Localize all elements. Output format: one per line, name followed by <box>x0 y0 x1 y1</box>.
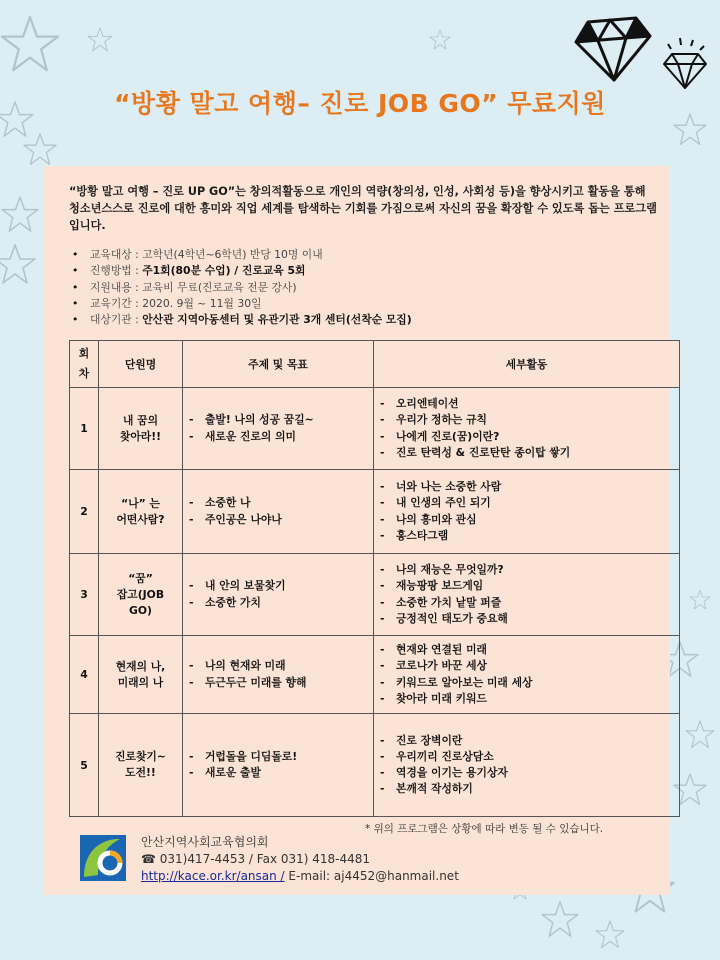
topic-item: - 거럽돌을 디딤돌로! <box>189 749 298 763</box>
detail-item: - 본깨적 작성하기 <box>380 782 473 796</box>
info-item: • 대상기관 : 안산관 지역아동센터 및 유관기관 3개 센터(선착순 모집) <box>72 313 412 327</box>
topic-item: - 소중한 나 <box>189 496 251 510</box>
header-topic: 주제 및 목표 <box>183 341 374 388</box>
detail-item: - 홍스타그램 <box>380 528 449 542</box>
header-session: 회 차 <box>70 341 99 388</box>
info-item: • 교육기간 : 2020. 9월 ~ 11월 30일 <box>72 296 262 310</box>
topic-list <box>183 636 374 714</box>
detail-list <box>374 388 680 470</box>
topic-item: - 나의 현재와 미래 <box>189 659 286 673</box>
star-icon <box>88 28 112 51</box>
page-title: “방황 말고 여행– 진로 JOB GO” 무료지원 <box>114 89 606 118</box>
detail-item: - 우리끼리 진로상담소 <box>380 749 494 763</box>
star-icon <box>686 721 714 748</box>
org-name: 안산지역사회교육협의회 <box>141 835 269 849</box>
star-icon <box>690 590 710 609</box>
table-row <box>70 388 680 470</box>
info-item: • 교육대상 : 고학년(4학년~6학년) 반당 10명 이내 <box>72 248 323 261</box>
star-icon <box>430 30 450 49</box>
star-icon <box>596 921 624 948</box>
topic-item: - 새로운 출발 <box>189 766 261 779</box>
detail-item: - 진로 장벽이란 <box>380 733 463 747</box>
topic-item: - 주인공은 나야나 <box>189 512 282 526</box>
session-number: 2 <box>70 470 99 554</box>
detail-item: - 역경을 이기는 용기상자 <box>380 766 508 779</box>
topic-item: - 내 안의 보물찾기 <box>189 579 286 593</box>
website-link[interactable]: http://kace.or.kr/ansan / <box>141 869 285 883</box>
logo-icon <box>80 835 126 881</box>
table-header-row <box>70 341 680 388</box>
detail-item: - 진로 탄력성 & 진로탄탄 종이탑 쌓기 <box>380 445 571 459</box>
unit-name: 현재의 나, 미래의 나 <box>99 636 183 714</box>
diamond-icon <box>570 14 656 84</box>
detail-item: - 코로나가 바꾼 세상 <box>380 659 487 673</box>
header-unit: 단원명 <box>99 341 183 388</box>
detail-item: - 찾아라 미래 키워드 <box>380 691 487 705</box>
detail-item: - 재능팡팡 보드게임 <box>380 579 484 593</box>
detail-item: - 나의 재능은 무엇일까? <box>380 563 504 577</box>
phone-fax: ☎ 031)417-4453 / Fax 031) 418-4481 <box>141 852 371 866</box>
topic-list <box>183 470 374 554</box>
topic-item: - 출발! 나의 성공 꿈길~ <box>189 413 314 427</box>
table-row <box>70 636 680 714</box>
detail-item: - 오리엔테이션 <box>380 397 459 411</box>
info-item: • 진행방법 : 주1회(80분 수업) / 진로교육 5회 <box>72 264 306 278</box>
detail-item: - 내 인생의 주인 되기 <box>380 496 491 510</box>
table-row <box>70 470 680 554</box>
star-icon <box>24 134 56 164</box>
unit-name: 진로찾기~ 도전!! <box>99 714 183 817</box>
info-item: • 지원내용 : 교육비 무료(진로교육 전문 강사) <box>72 280 297 294</box>
topic-item: - 소중한 가치 <box>189 595 261 609</box>
detail-item: - 키워드로 알아보는 미래 세상 <box>380 675 533 689</box>
info-list <box>72 247 652 328</box>
topic-item: - 새로운 진로의 의미 <box>189 429 296 443</box>
session-number: 1 <box>70 388 99 470</box>
intro-text: “방황 말고 여행 – 진로 UP GO”는 창의적활동으로 개인의 역량(창의성, 인성, 사회성 등)을 향상시키고 활동을 통해 청소년스스로 진로에 대한 흥미와 직업 세계를 탐색하는 기회를 가짐으로써 자신의 꿈을 확장할 수 있도록 돕는 프로그램 입니다. <box>69 185 657 232</box>
detail-item: - 긍정적인 태도가 중요해 <box>380 611 508 625</box>
email-text: E-mail: aj4452@hanmail.net <box>284 869 459 883</box>
curriculum-table <box>69 340 680 817</box>
topic-list <box>183 554 374 636</box>
star-icon <box>0 245 35 283</box>
star-icon <box>2 17 58 70</box>
detail-item: - 우리가 정하는 규칙 <box>380 413 487 427</box>
table-row <box>70 554 680 636</box>
detail-list <box>374 470 680 554</box>
unit-name: “꿈” 잡고(JOB GO) <box>99 554 183 636</box>
star-icon <box>2 197 38 231</box>
table-body <box>70 388 680 817</box>
detail-item: - 너와 나는 소중한 사람 <box>380 480 502 494</box>
session-number: 5 <box>70 714 99 817</box>
table-row <box>70 714 680 817</box>
unit-name: 내 꿈의 찾아라!! <box>99 388 183 470</box>
detail-list <box>374 714 680 817</box>
footnote: * 위의 프로그램은 상황에 따라 변동 될 수 있습니다. <box>365 823 604 835</box>
unit-name: “나” 는 어떤사람? <box>99 470 183 554</box>
detail-item: - 나의 흥미와 관심 <box>380 512 477 526</box>
topic-item: - 두근두근 미래를 향해 <box>189 675 307 689</box>
detail-list <box>374 554 680 636</box>
detail-item: - 나에게 진로(꿈)이란? <box>380 429 500 443</box>
topic-list <box>183 714 374 817</box>
header-detail: 세부활동 <box>374 341 680 388</box>
detail-item: - 현재와 연결된 미래 <box>380 643 487 657</box>
detail-list <box>374 636 680 714</box>
star-icon <box>542 902 578 936</box>
contact-block <box>141 834 459 885</box>
web-email <box>141 868 459 885</box>
detail-item: - 소중한 가치 낱말 퍼즐 <box>380 595 502 609</box>
session-number: 3 <box>70 554 99 636</box>
session-number: 4 <box>70 636 99 714</box>
topic-list <box>183 388 374 470</box>
